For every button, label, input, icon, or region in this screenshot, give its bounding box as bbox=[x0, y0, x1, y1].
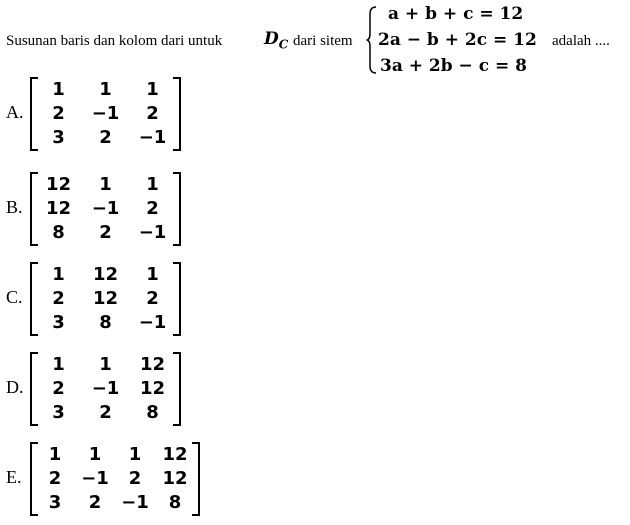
matrix-cell: 2 bbox=[99, 402, 112, 423]
matrix-cell: 12 bbox=[139, 354, 166, 375]
determinant-symbol bbox=[264, 29, 288, 51]
matrix-cell: −1 bbox=[121, 492, 149, 513]
option-letter: D. bbox=[6, 377, 24, 397]
matrix-cell: 1 bbox=[146, 264, 159, 285]
option-matrix[interactable] bbox=[30, 77, 181, 151]
determinant-subscript: C bbox=[278, 37, 289, 52]
matrix-cell: 2 bbox=[52, 378, 65, 399]
determinant-letter: D bbox=[264, 29, 279, 49]
matrix-cell: 1 bbox=[99, 174, 112, 195]
matrix-cell: 12 bbox=[162, 444, 188, 465]
matrix-cell: 3 bbox=[52, 127, 65, 148]
matrix-cell: 12 bbox=[162, 468, 188, 489]
matrix-cell: 2 bbox=[146, 103, 159, 124]
matrix-cell: 2 bbox=[99, 222, 112, 243]
matrix-cell: 12 bbox=[92, 288, 119, 309]
matrix-cell: −1 bbox=[81, 468, 109, 489]
matrix-cell: 2 bbox=[99, 127, 112, 148]
matrix-cell: 3 bbox=[48, 492, 62, 513]
matrix-cell: 1 bbox=[146, 174, 159, 195]
matrix-cell: 1 bbox=[128, 444, 142, 465]
equation-2: 2a − b + 2c = 12 bbox=[378, 30, 537, 50]
option-matrix[interactable] bbox=[30, 442, 200, 516]
matrix-cell: 8 bbox=[99, 312, 112, 333]
matrix-cell: 1 bbox=[88, 444, 102, 465]
option-letter: B. bbox=[6, 197, 23, 217]
matrix-cell: 8 bbox=[168, 492, 182, 513]
matrix-cell: 2 bbox=[146, 198, 159, 219]
matrix-cell: 2 bbox=[128, 468, 142, 489]
matrix-cell: 12 bbox=[45, 174, 72, 195]
matrix-cell: 12 bbox=[92, 264, 119, 285]
matrix-cell: 3 bbox=[52, 312, 65, 333]
equation-1: a + b + c = 12 bbox=[388, 4, 524, 24]
matrix-cell: −1 bbox=[91, 378, 120, 399]
matrix-cell: 1 bbox=[52, 79, 65, 100]
matrix-cell: 2 bbox=[48, 468, 62, 489]
system-brace bbox=[366, 6, 377, 74]
option-letter: E. bbox=[6, 467, 22, 487]
matrix-cell: 2 bbox=[88, 492, 102, 513]
equation-3: 3a + 2b − c = 8 bbox=[380, 56, 527, 76]
matrix-cell: 12 bbox=[45, 198, 72, 219]
option-letter: A. bbox=[6, 102, 24, 122]
matrix-cell: 1 bbox=[99, 354, 112, 375]
matrix-cell: 2 bbox=[52, 103, 65, 124]
matrix-cell: −1 bbox=[91, 198, 120, 219]
matrix-cell: 1 bbox=[146, 79, 159, 100]
matrix-cell: 1 bbox=[52, 354, 65, 375]
matrix-cell: −1 bbox=[138, 127, 167, 148]
matrix-cell: −1 bbox=[138, 312, 167, 333]
option-matrix[interactable] bbox=[30, 352, 181, 426]
matrix-cell: 8 bbox=[52, 222, 65, 243]
question-suffix: adalah .... bbox=[552, 33, 610, 49]
matrix-cell: 8 bbox=[146, 402, 159, 423]
matrix-cell: −1 bbox=[91, 103, 120, 124]
matrix-cell: 1 bbox=[52, 264, 65, 285]
option-matrix[interactable] bbox=[30, 262, 181, 336]
question-middle: dari sitem bbox=[293, 33, 353, 49]
option-letter: C. bbox=[6, 287, 23, 307]
matrix-cell: −1 bbox=[138, 222, 167, 243]
matrix-cell: 3 bbox=[52, 402, 65, 423]
matrix-cell: 2 bbox=[146, 288, 159, 309]
matrix-cell: 2 bbox=[52, 288, 65, 309]
matrix-cell: 12 bbox=[139, 378, 166, 399]
option-matrix[interactable] bbox=[30, 172, 181, 246]
matrix-cell: 1 bbox=[99, 79, 112, 100]
matrix-cell: 1 bbox=[48, 444, 62, 465]
question-prefix: Susunan baris dan kolom dari untuk bbox=[6, 33, 223, 49]
